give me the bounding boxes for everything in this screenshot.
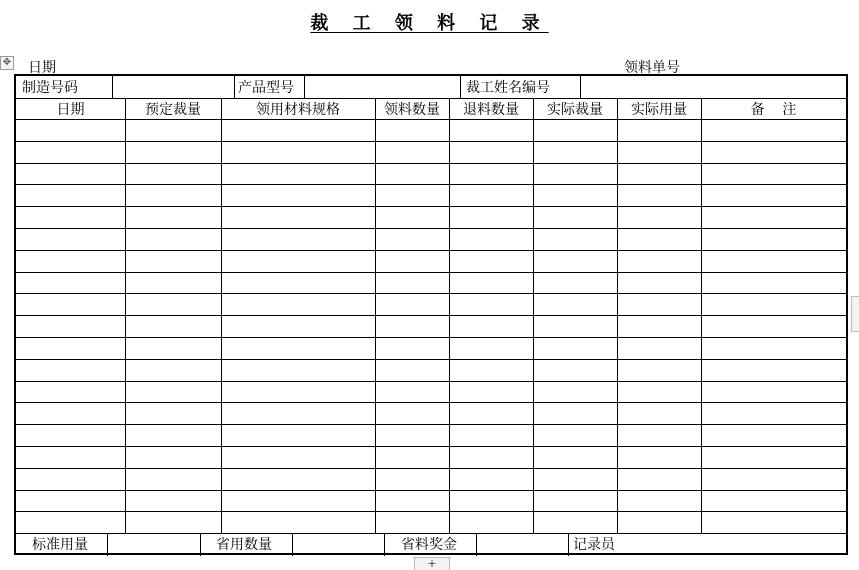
table-cell[interactable] <box>618 229 701 250</box>
table-cell[interactable] <box>126 142 221 163</box>
footer-divider <box>292 534 293 556</box>
info-row-bottom-line <box>16 98 846 99</box>
table-cell[interactable] <box>376 469 449 490</box>
column-header: 领料数量 <box>384 102 440 118</box>
info-row-divider <box>112 76 113 99</box>
table-cell[interactable] <box>702 512 846 533</box>
table-cell[interactable] <box>618 425 701 446</box>
table-cell[interactable] <box>17 185 125 206</box>
saved-quantity-label: 省用数量 <box>216 537 272 553</box>
table-cell[interactable] <box>450 447 533 468</box>
table-cell[interactable] <box>450 164 533 185</box>
standard-usage-label: 标准用量 <box>32 537 88 553</box>
column-resize-handle[interactable] <box>851 296 859 332</box>
table-cell[interactable] <box>450 425 533 446</box>
table-cell[interactable] <box>126 120 221 141</box>
table-cell[interactable] <box>702 185 846 206</box>
table-cell[interactable] <box>17 142 125 163</box>
table-cell[interactable] <box>618 185 701 206</box>
table-cell[interactable] <box>450 229 533 250</box>
manufacture-no-label: 制造号码 <box>22 80 78 96</box>
column-header: 实际裁量 <box>547 102 603 118</box>
table-cell[interactable] <box>376 360 449 381</box>
table-cell[interactable] <box>618 273 701 294</box>
table-cell[interactable] <box>534 207 617 228</box>
table-cell[interactable] <box>126 360 221 381</box>
table-cell[interactable] <box>450 142 533 163</box>
table-cell[interactable] <box>126 164 221 185</box>
table-cell[interactable] <box>376 447 449 468</box>
table-cell[interactable] <box>702 229 846 250</box>
product-model-label: 产品型号 <box>238 80 294 96</box>
table-cell[interactable] <box>618 491 701 512</box>
manufacture-no-field[interactable] <box>114 76 234 99</box>
form-title: 裁 工 领 料 记 录 <box>310 13 549 34</box>
table-cell[interactable] <box>126 469 221 490</box>
table-cell[interactable] <box>534 360 617 381</box>
table-cell[interactable] <box>222 229 375 250</box>
table-cell[interactable] <box>376 273 449 294</box>
table-cell[interactable] <box>376 207 449 228</box>
table-cell[interactable] <box>450 120 533 141</box>
table-cell[interactable] <box>702 120 846 141</box>
table-cell[interactable] <box>450 185 533 206</box>
table-cell[interactable] <box>126 229 221 250</box>
table-cell[interactable] <box>534 338 617 359</box>
table-cell[interactable] <box>618 207 701 228</box>
table-cell[interactable] <box>222 251 375 272</box>
table-cell[interactable] <box>702 491 846 512</box>
table-cell[interactable] <box>126 316 221 337</box>
table-cell[interactable] <box>222 469 375 490</box>
table-cell[interactable] <box>702 251 846 272</box>
table-cell[interactable] <box>376 185 449 206</box>
column-header: 领用材料规格 <box>256 102 340 118</box>
table-cell[interactable] <box>376 316 449 337</box>
table-cell[interactable] <box>702 425 846 446</box>
table-cell[interactable] <box>702 447 846 468</box>
table-cell[interactable] <box>17 273 125 294</box>
table-cell[interactable] <box>618 294 701 315</box>
table-cell[interactable] <box>126 382 221 403</box>
table-cell[interactable] <box>376 382 449 403</box>
table-cell[interactable] <box>376 338 449 359</box>
table-cell[interactable] <box>376 425 449 446</box>
table-cell[interactable] <box>17 120 125 141</box>
info-row-divider <box>304 76 305 99</box>
saved-quantity-field[interactable] <box>292 535 384 555</box>
table-cell[interactable] <box>17 512 125 533</box>
table-cell[interactable] <box>222 316 375 337</box>
table-move-handle-icon[interactable]: ✥ <box>0 56 14 70</box>
cutter-name-id-field[interactable] <box>582 76 846 99</box>
table-cell[interactable] <box>702 142 846 163</box>
table-cell[interactable] <box>126 447 221 468</box>
recorder-label: 记录员 <box>573 537 615 553</box>
table-cell[interactable] <box>450 360 533 381</box>
footer-divider <box>107 534 108 556</box>
table-cell[interactable] <box>17 251 125 272</box>
table-cell[interactable] <box>702 164 846 185</box>
cutter-name-id-label: 裁工姓名编号 <box>466 80 550 96</box>
footer-divider <box>568 534 569 556</box>
table-cell[interactable] <box>17 425 125 446</box>
table-cell[interactable] <box>126 273 221 294</box>
table-cell[interactable] <box>534 469 617 490</box>
table-cell[interactable] <box>702 382 846 403</box>
footer-divider <box>384 534 385 556</box>
column-header: 退料数量 <box>463 102 519 118</box>
table-cell[interactable] <box>222 185 375 206</box>
table-cell[interactable] <box>450 207 533 228</box>
table-cell[interactable] <box>17 207 125 228</box>
table-cell[interactable] <box>376 142 449 163</box>
standard-usage-field[interactable] <box>108 535 200 555</box>
add-row-icon[interactable]: + <box>414 557 450 570</box>
column-header: 日期 <box>56 102 85 118</box>
table-cell[interactable] <box>376 251 449 272</box>
table-cell[interactable] <box>222 491 375 512</box>
table-cell[interactable] <box>618 469 701 490</box>
table-cell[interactable] <box>534 447 617 468</box>
table-cell[interactable] <box>222 512 375 533</box>
table-cell[interactable] <box>618 360 701 381</box>
saving-bonus-label: 省料奖金 <box>401 537 457 553</box>
table-cell[interactable] <box>17 447 125 468</box>
table-cell[interactable] <box>618 403 701 424</box>
recorder-field[interactable] <box>636 535 846 555</box>
table-cell[interactable] <box>450 491 533 512</box>
table-cell[interactable] <box>618 142 701 163</box>
table-cell[interactable] <box>222 142 375 163</box>
table-cell[interactable] <box>534 229 617 250</box>
table-cell[interactable] <box>450 403 533 424</box>
row-divider-line <box>16 533 846 534</box>
table-cell[interactable] <box>17 491 125 512</box>
table-cell[interactable] <box>222 207 375 228</box>
table-cell[interactable] <box>17 316 125 337</box>
table-cell[interactable] <box>126 491 221 512</box>
table-cell[interactable] <box>450 469 533 490</box>
table-cell[interactable] <box>450 294 533 315</box>
table-cell[interactable] <box>702 338 846 359</box>
table-cell[interactable] <box>376 120 449 141</box>
info-row-divider <box>460 76 461 99</box>
table-cell[interactable] <box>222 164 375 185</box>
product-model-field[interactable] <box>306 76 460 99</box>
table-cell[interactable] <box>222 273 375 294</box>
table-cell[interactable] <box>534 142 617 163</box>
table-cell[interactable] <box>450 382 533 403</box>
table-cell[interactable] <box>222 360 375 381</box>
table-cell[interactable] <box>126 425 221 446</box>
table-cell[interactable] <box>618 164 701 185</box>
table-cell[interactable] <box>17 360 125 381</box>
column-header: 预定裁量 <box>145 102 201 118</box>
table-cell[interactable] <box>126 338 221 359</box>
table-cell[interactable] <box>702 273 846 294</box>
table-cell[interactable] <box>618 512 701 533</box>
table-cell[interactable] <box>222 447 375 468</box>
table-cell[interactable] <box>450 251 533 272</box>
footer-divider <box>200 534 201 556</box>
table-cell[interactable] <box>17 403 125 424</box>
table-cell[interactable] <box>702 207 846 228</box>
table-cell[interactable] <box>376 491 449 512</box>
table-cell[interactable] <box>222 120 375 141</box>
table-cell[interactable] <box>126 403 221 424</box>
table-cell[interactable] <box>450 338 533 359</box>
table-cell[interactable] <box>126 294 221 315</box>
table-cell[interactable] <box>618 120 701 141</box>
table-cell[interactable] <box>126 185 221 206</box>
table-cell[interactable] <box>534 120 617 141</box>
table-cell[interactable] <box>534 425 617 446</box>
table-cell[interactable] <box>534 491 617 512</box>
table-cell[interactable] <box>17 338 125 359</box>
table-cell[interactable] <box>702 403 846 424</box>
table-cell[interactable] <box>534 382 617 403</box>
table-cell[interactable] <box>17 229 125 250</box>
table-cell[interactable] <box>618 338 701 359</box>
table-cell[interactable] <box>534 273 617 294</box>
table-cell[interactable] <box>222 425 375 446</box>
table-cell[interactable] <box>376 164 449 185</box>
table-cell[interactable] <box>17 294 125 315</box>
table-cell[interactable] <box>17 164 125 185</box>
table-cell[interactable] <box>450 273 533 294</box>
date-label: 日期 <box>28 60 56 76</box>
table-cell[interactable] <box>534 512 617 533</box>
table-cell[interactable] <box>702 469 846 490</box>
table-cell[interactable] <box>376 229 449 250</box>
table-cell[interactable] <box>618 382 701 403</box>
order-no-label: 领料单号 <box>624 60 680 76</box>
table-cell[interactable] <box>376 512 449 533</box>
table-cell[interactable] <box>222 338 375 359</box>
table-cell[interactable] <box>534 251 617 272</box>
column-header: 实际用量 <box>631 102 687 118</box>
table-cell[interactable] <box>17 469 125 490</box>
info-row-divider <box>234 76 235 99</box>
footer-divider <box>476 534 477 556</box>
table-cell[interactable] <box>702 294 846 315</box>
table-cell[interactable] <box>222 294 375 315</box>
table-cell[interactable] <box>534 294 617 315</box>
table-cell[interactable] <box>222 382 375 403</box>
table-cell[interactable] <box>126 251 221 272</box>
table-cell[interactable] <box>126 512 221 533</box>
info-row-divider <box>580 76 581 99</box>
record-table <box>14 74 848 555</box>
table-cell[interactable] <box>618 447 701 468</box>
table-cell[interactable] <box>222 403 375 424</box>
saving-bonus-field[interactable] <box>476 535 568 555</box>
table-cell[interactable] <box>450 316 533 337</box>
table-cell[interactable] <box>618 316 701 337</box>
table-cell[interactable] <box>534 403 617 424</box>
table-cell[interactable] <box>618 251 701 272</box>
table-cell[interactable] <box>376 294 449 315</box>
table-cell[interactable] <box>534 185 617 206</box>
table-cell[interactable] <box>17 382 125 403</box>
table-cell[interactable] <box>376 403 449 424</box>
table-cell[interactable] <box>702 316 846 337</box>
table-cell[interactable] <box>126 207 221 228</box>
table-cell[interactable] <box>702 360 846 381</box>
table-cell[interactable] <box>534 316 617 337</box>
table-cell[interactable] <box>534 164 617 185</box>
table-cell[interactable] <box>450 512 533 533</box>
column-header: 备 注 <box>750 102 797 118</box>
